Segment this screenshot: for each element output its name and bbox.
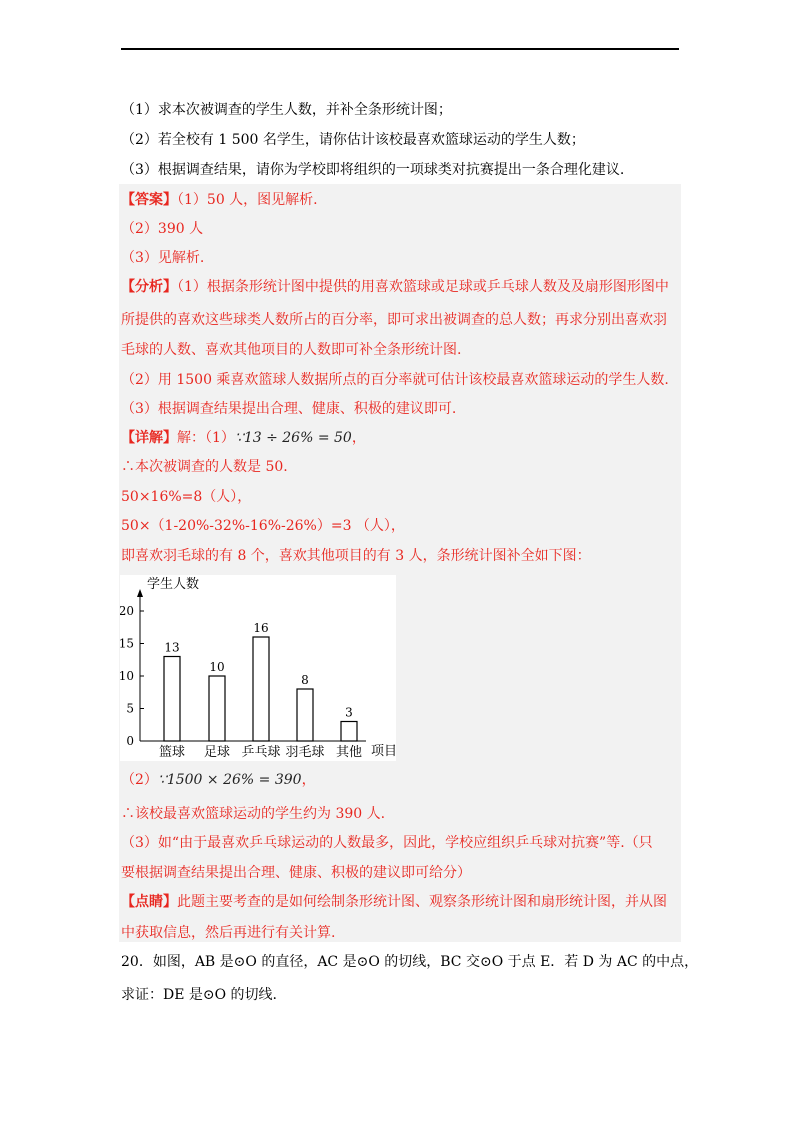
detail-intro: 解：（1） (177, 430, 235, 446)
y-tick-label: 5 (126, 701, 134, 716)
y-tick-label: 0 (126, 734, 134, 748)
y-tick-label: 10 (120, 669, 134, 683)
x-axis-label: 项目 (371, 744, 396, 759)
equation-2-tail: ， (301, 772, 316, 788)
part-2-prefix: （2） (121, 772, 158, 788)
comment-line-1 (121, 892, 667, 912)
y-axis-label: 学生人数 (147, 577, 200, 592)
bar-value-label: 10 (209, 660, 225, 674)
category-label: 足球 (203, 745, 231, 760)
y-tick-label: 20 (120, 604, 134, 618)
detail-line-5: 即喜欢羽毛球的有 8 个，喜欢其他项目的有 3 人，条形统计图补全如下图： (121, 548, 591, 564)
question-part-2: （2）若全校有 1 500 名学生，请你估计该校最喜欢篮球运动的学生人数； (121, 132, 585, 148)
next-question-line-2: 求证：DE 是⊙O 的切线. (121, 987, 278, 1003)
analysis-tag: 【分析】 (121, 279, 177, 295)
next-question-line-1: 20．如图，AB 是⊙O 的直径，AC 是⊙O 的切线，BC 交⊙O 于点 E．若 D 为 AC 的中点， (121, 954, 699, 970)
equation-1-tail: ， (351, 430, 366, 446)
analysis-line-1 (121, 277, 669, 297)
detail-line-7: ∴该校最喜欢篮球运动的学生约为 390 人. (121, 806, 386, 822)
category-label: 羽毛球 (285, 745, 325, 760)
bar (297, 689, 313, 741)
detail-tag: 【详解】 (121, 430, 177, 446)
comment-text-1: 此题主要考查的是如何绘制条形统计图、观察条形统计图和扇形统计图，并从图 (177, 894, 667, 910)
analysis-line-5: （3）根据调查结果提出合理、健康、积极的建议即可. (121, 401, 457, 417)
bar-value-label: 16 (253, 621, 269, 635)
bar (209, 676, 225, 741)
bar (253, 637, 269, 741)
analysis-line-2: 所提供的喜欢这些球类人数所占的百分率，即可求出被调查的总人数；再求分别出喜欢羽 (121, 312, 667, 328)
detail-line-9: 要根据调查结果提出合理、健康、积极的建议即可给分） (121, 865, 471, 881)
equation-1: ∵13 ÷ 26% = 50 (234, 430, 352, 446)
answer-line-3: （3）见解析. (121, 250, 205, 266)
comment-line-2: 中获取信息，然后再进行有关计算. (121, 925, 336, 941)
answer-line-1 (121, 190, 318, 210)
bar-value-label: 3 (345, 705, 353, 720)
equation-2: ∵1500 × 26% = 390 (157, 772, 302, 788)
comment-tag: 【点睛】 (121, 894, 177, 910)
detail-line-8: （3）如“由于最喜欢乒乓球运动的人数最多，因此，学校应组织乒乓球对抗赛”等.（只 (121, 835, 653, 851)
bar-value-label: 8 (301, 673, 309, 687)
answer-line-2: （2）390 人 (121, 221, 204, 237)
question-part-3: （3）根据调查结果，请你为学校即将组织的一项球类对抗赛提出一条合理化建议. (121, 162, 625, 178)
header-rule (121, 48, 679, 50)
analysis-text-1: （1）根据条形统计图中提供的用喜欢篮球或足球或乒乓球人数及及扇形图形图中 (177, 279, 669, 295)
detail-line-6 (121, 770, 316, 790)
category-label: 其他 (335, 745, 363, 760)
bar-value-label: 13 (164, 640, 180, 655)
bar-chart (120, 575, 396, 761)
detail-line-3: 50×16%=8（人）， (121, 489, 252, 505)
y-tick-label: 15 (120, 636, 134, 651)
category-label: 乒乓球 (241, 745, 281, 760)
bar (164, 657, 180, 742)
answer-tag: 【答案】 (121, 192, 177, 208)
detail-line-2: ∴本次被调查的人数是 50. (121, 459, 288, 475)
y-axis-arrow (137, 589, 143, 597)
answer-text-1: （1）50 人，图见解析. (177, 192, 318, 208)
analysis-line-4: （2）用 1500 乘喜欢篮球人数据所点的百分率就可估计该校最喜欢篮球运动的学生人数. (121, 372, 669, 388)
question-part-1: （1）求本次被调查的学生人数，并补全条形统计图； (121, 102, 452, 118)
analysis-line-3: 毛球的人数、喜欢其他项目的人数即可补全条形统计图. (121, 342, 462, 358)
detail-line-1 (121, 428, 366, 448)
bar (341, 722, 357, 742)
category-label: 篮球 (158, 745, 186, 760)
detail-line-4: 50×（1-20%-32%-16%-26%）=3 （人）， (121, 518, 405, 534)
bar-chart-svg (120, 575, 396, 761)
